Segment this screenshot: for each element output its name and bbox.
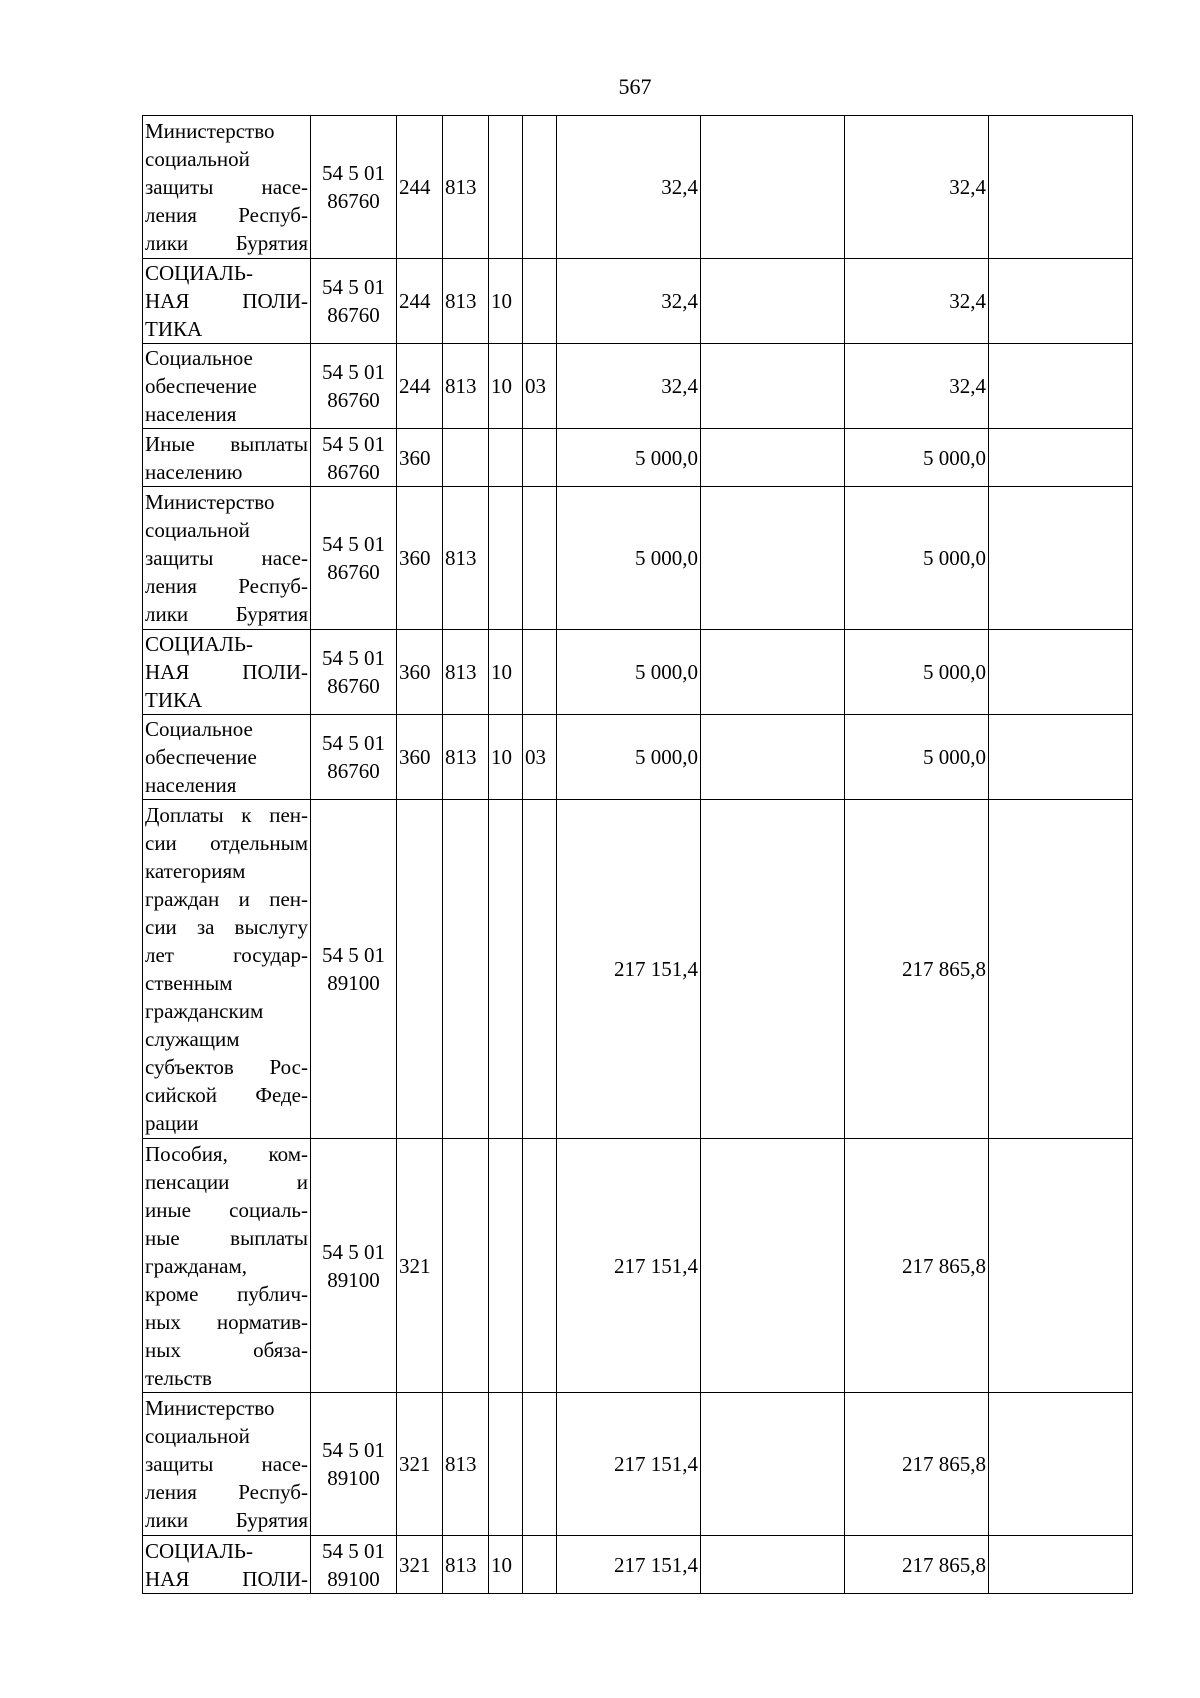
cell-target-code: 54 5 01 86760 bbox=[311, 429, 397, 487]
cell-empty-2 bbox=[989, 800, 1133, 1139]
cell-amount-year2: 5 000,0 bbox=[845, 715, 989, 800]
item-name-line: Министерство bbox=[145, 119, 275, 143]
item-name-line: служащим bbox=[145, 1027, 240, 1051]
cell-item-name bbox=[143, 487, 311, 630]
item-name-line: населения bbox=[145, 402, 237, 426]
cell-empty-1 bbox=[701, 1139, 845, 1393]
table-row bbox=[143, 630, 1133, 715]
cell-amount-year2: 217 865,8 bbox=[845, 1536, 989, 1594]
cell-item-name bbox=[143, 800, 311, 1139]
cell-amount-year2: 32,4 bbox=[845, 259, 989, 344]
item-name-line: Доплаты к пен- bbox=[145, 803, 308, 827]
cell-subsection: 03 bbox=[523, 715, 557, 800]
cell-subsection bbox=[523, 116, 557, 259]
cell-target-code: 54 5 01 86760 bbox=[311, 344, 397, 429]
cell-expense-type: 244 bbox=[397, 344, 443, 429]
cell-ministry-code: 813 bbox=[443, 1393, 489, 1536]
item-name-line: пенсации и bbox=[145, 1169, 308, 1194]
cell-amount-year2: 217 865,8 bbox=[845, 1139, 989, 1393]
cell-empty-1 bbox=[701, 715, 845, 800]
cell-empty-1 bbox=[701, 1393, 845, 1536]
cell-target-code: 54 5 01 89100 bbox=[311, 1393, 397, 1536]
cell-subsection bbox=[523, 1536, 557, 1594]
cell-empty-2 bbox=[989, 116, 1133, 259]
cell-empty-2 bbox=[989, 1393, 1133, 1536]
cell-expense-type: 360 bbox=[397, 429, 443, 487]
cell-section: 10 bbox=[489, 715, 523, 800]
cell-ministry-code: 813 bbox=[443, 344, 489, 429]
cell-subsection bbox=[523, 429, 557, 487]
item-name-line: ных норматив- bbox=[145, 1309, 308, 1334]
cell-section bbox=[489, 1393, 523, 1536]
cell-ministry-code bbox=[443, 429, 489, 487]
item-name-line: СОЦИАЛЬ- bbox=[145, 1538, 253, 1563]
item-name-line: Пособия, ком- bbox=[145, 1141, 308, 1166]
item-name-line: населения bbox=[145, 773, 237, 797]
item-name-line: ТИКА bbox=[145, 317, 203, 341]
cell-target-code: 54 5 01 86760 bbox=[311, 630, 397, 715]
item-name-line: НАЯ ПОЛИ- bbox=[145, 289, 308, 313]
cell-subsection: 03 bbox=[523, 344, 557, 429]
cell-amount-year2: 32,4 bbox=[845, 116, 989, 259]
item-name-line: лики Бурятия bbox=[145, 1508, 308, 1532]
cell-expense-type: 321 bbox=[397, 1139, 443, 1393]
item-name-line: ления Респуб- bbox=[145, 203, 308, 227]
cell-subsection bbox=[523, 630, 557, 715]
cell-section: 10 bbox=[489, 1536, 523, 1594]
item-name-line: обеспечение bbox=[145, 745, 257, 769]
item-name-line: Иные выплаты bbox=[145, 431, 308, 456]
item-name-line: Министерство bbox=[145, 1396, 275, 1420]
cell-empty-1 bbox=[701, 800, 845, 1139]
cell-item-name bbox=[143, 715, 311, 800]
cell-amount-year1: 32,4 bbox=[557, 259, 701, 344]
table-row bbox=[143, 344, 1133, 429]
cell-amount-year2: 5 000,0 bbox=[845, 429, 989, 487]
item-name-line: СОЦИАЛЬ- bbox=[145, 261, 253, 285]
cell-item-name bbox=[143, 630, 311, 715]
item-name-line: социальной bbox=[145, 147, 250, 171]
cell-target-code: 54 5 01 86760 bbox=[311, 259, 397, 344]
cell-empty-2 bbox=[989, 1536, 1133, 1594]
cell-target-code: 54 5 01 89100 bbox=[311, 1139, 397, 1393]
cell-amount-year1: 5 000,0 bbox=[557, 715, 701, 800]
item-name-line: тельств bbox=[145, 1365, 212, 1390]
cell-ministry-code bbox=[443, 800, 489, 1139]
item-name-line: ления Респуб- bbox=[145, 574, 308, 598]
table-row bbox=[143, 1139, 1133, 1393]
budget-table bbox=[142, 115, 1133, 1594]
table-body bbox=[143, 116, 1133, 1594]
page-number: 567 bbox=[618, 74, 652, 99]
cell-amount-year1: 217 151,4 bbox=[557, 1393, 701, 1536]
cell-amount-year1: 217 151,4 bbox=[557, 1139, 701, 1393]
item-name-line: ления Респуб- bbox=[145, 1480, 308, 1504]
table-row bbox=[143, 116, 1133, 259]
cell-empty-1 bbox=[701, 259, 845, 344]
cell-empty-1 bbox=[701, 487, 845, 630]
cell-section bbox=[489, 116, 523, 259]
cell-expense-type: 244 bbox=[397, 116, 443, 259]
cell-amount-year2: 217 865,8 bbox=[845, 800, 989, 1139]
item-name-line: Социальное bbox=[145, 346, 253, 370]
cell-empty-2 bbox=[989, 487, 1133, 630]
cell-subsection bbox=[523, 259, 557, 344]
item-name-line: лики Бурятия bbox=[145, 231, 308, 255]
cell-empty-2 bbox=[989, 1139, 1133, 1393]
cell-target-code: 54 5 01 86760 bbox=[311, 487, 397, 630]
table-row bbox=[143, 429, 1133, 487]
cell-item-name bbox=[143, 1139, 311, 1393]
cell-ministry-code: 813 bbox=[443, 487, 489, 630]
cell-subsection bbox=[523, 1139, 557, 1393]
cell-empty-2 bbox=[989, 429, 1133, 487]
cell-amount-year2: 217 865,8 bbox=[845, 1393, 989, 1536]
item-name-line: лет государ- bbox=[145, 943, 308, 967]
item-name-line: НАЯ ПОЛИ- bbox=[145, 1566, 308, 1591]
item-name-line: защиты насе- bbox=[145, 175, 308, 199]
cell-amount-year1: 217 151,4 bbox=[557, 800, 701, 1139]
item-name-line: гражданским bbox=[145, 999, 264, 1023]
item-name-line: лики Бурятия bbox=[145, 602, 308, 626]
cell-amount-year1: 32,4 bbox=[557, 344, 701, 429]
cell-ministry-code: 813 bbox=[443, 116, 489, 259]
cell-ministry-code bbox=[443, 1139, 489, 1393]
cell-expense-type: 360 bbox=[397, 715, 443, 800]
cell-amount-year1: 5 000,0 bbox=[557, 487, 701, 630]
cell-expense-type: 360 bbox=[397, 630, 443, 715]
cell-item-name bbox=[143, 1393, 311, 1536]
cell-empty-2 bbox=[989, 259, 1133, 344]
cell-item-name bbox=[143, 344, 311, 429]
cell-section: 10 bbox=[489, 259, 523, 344]
item-name-line: населению bbox=[145, 459, 243, 484]
cell-ministry-code: 813 bbox=[443, 715, 489, 800]
cell-empty-2 bbox=[989, 344, 1133, 429]
item-name-line: защиты насе- bbox=[145, 1452, 308, 1476]
item-name-line: сийской Феде- bbox=[145, 1083, 308, 1107]
item-name-line: социальной bbox=[145, 518, 250, 542]
table-row bbox=[143, 800, 1133, 1139]
cell-ministry-code: 813 bbox=[443, 259, 489, 344]
table-row bbox=[143, 1393, 1133, 1536]
item-name-line: рации bbox=[145, 1111, 199, 1135]
item-name-line: Социальное bbox=[145, 717, 253, 741]
item-name-line: Министерство bbox=[145, 490, 275, 514]
cell-amount-year1: 32,4 bbox=[557, 116, 701, 259]
cell-expense-type: 321 bbox=[397, 1393, 443, 1536]
cell-section: 10 bbox=[489, 344, 523, 429]
cell-empty-1 bbox=[701, 116, 845, 259]
item-name-line: сии отдельным bbox=[145, 831, 308, 855]
table-row bbox=[143, 1536, 1133, 1594]
cell-expense-type: 321 bbox=[397, 1536, 443, 1594]
cell-target-code: 54 5 01 89100 bbox=[311, 1536, 397, 1594]
item-name-line: субъектов Рос- bbox=[145, 1055, 308, 1079]
item-name-line: граждан и пен- bbox=[145, 887, 308, 911]
cell-ministry-code: 813 bbox=[443, 630, 489, 715]
item-name-line: категориям bbox=[145, 859, 246, 883]
cell-section bbox=[489, 487, 523, 630]
cell-empty-1 bbox=[701, 344, 845, 429]
cell-subsection bbox=[523, 487, 557, 630]
cell-section bbox=[489, 800, 523, 1139]
item-name-line: гражданам, bbox=[145, 1253, 248, 1278]
cell-empty-1 bbox=[701, 1536, 845, 1594]
item-name-line: социальной bbox=[145, 1424, 250, 1448]
cell-expense-type: 360 bbox=[397, 487, 443, 630]
cell-ministry-code: 813 bbox=[443, 1536, 489, 1594]
cell-section: 10 bbox=[489, 630, 523, 715]
cell-target-code: 54 5 01 86760 bbox=[311, 715, 397, 800]
item-name-line: обеспечение bbox=[145, 374, 257, 398]
cell-expense-type: 244 bbox=[397, 259, 443, 344]
cell-amount-year2: 5 000,0 bbox=[845, 487, 989, 630]
cell-item-name bbox=[143, 259, 311, 344]
cell-subsection bbox=[523, 800, 557, 1139]
cell-empty-1 bbox=[701, 630, 845, 715]
item-name-line: защиты насе- bbox=[145, 546, 308, 570]
item-name-line: СОЦИАЛЬ- bbox=[145, 632, 253, 656]
cell-expense-type bbox=[397, 800, 443, 1139]
cell-amount-year1: 217 151,4 bbox=[557, 1536, 701, 1594]
table-row bbox=[143, 715, 1133, 800]
cell-amount-year1: 5 000,0 bbox=[557, 429, 701, 487]
cell-amount-year2: 32,4 bbox=[845, 344, 989, 429]
cell-amount-year2: 5 000,0 bbox=[845, 630, 989, 715]
cell-empty-2 bbox=[989, 630, 1133, 715]
item-name-line: ных обяза- bbox=[145, 1337, 308, 1362]
item-name-line: НАЯ ПОЛИ- bbox=[145, 660, 308, 684]
item-name-line: сии за выслугу bbox=[145, 915, 308, 939]
cell-empty-1 bbox=[701, 429, 845, 487]
item-name-line: ТИКА bbox=[145, 688, 203, 712]
item-name-line: кроме публич- bbox=[145, 1281, 308, 1306]
cell-item-name bbox=[143, 1536, 311, 1594]
cell-amount-year1: 5 000,0 bbox=[557, 630, 701, 715]
cell-target-code: 54 5 01 86760 bbox=[311, 116, 397, 259]
cell-item-name bbox=[143, 116, 311, 259]
item-name-line: ные выплаты bbox=[145, 1225, 308, 1250]
cell-item-name bbox=[143, 429, 311, 487]
table-row bbox=[143, 259, 1133, 344]
cell-subsection bbox=[523, 1393, 557, 1536]
cell-target-code: 54 5 01 89100 bbox=[311, 800, 397, 1139]
cell-section bbox=[489, 429, 523, 487]
item-name-line: иные социаль- bbox=[145, 1197, 308, 1222]
cell-section bbox=[489, 1139, 523, 1393]
table-row bbox=[143, 487, 1133, 630]
cell-empty-2 bbox=[989, 715, 1133, 800]
item-name-line: ственным bbox=[145, 971, 233, 995]
